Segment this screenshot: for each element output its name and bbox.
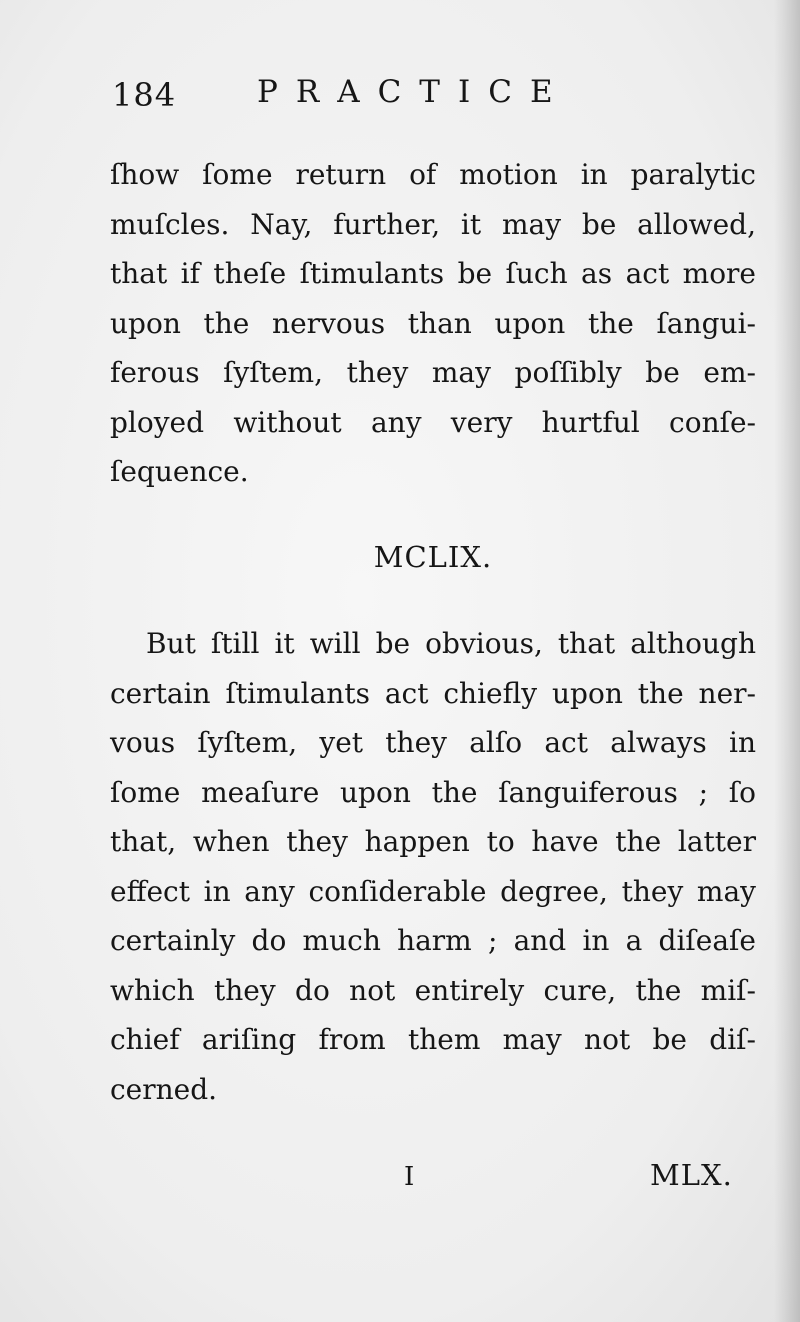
text-line: effect in any conſiderable degree, they may — [110, 874, 756, 908]
text-line: muſcles. Nay, further, it may be allowed, — [110, 207, 756, 241]
paragraph-2 — [110, 619, 756, 1114]
text-line: cerned. — [110, 1072, 218, 1106]
page-header-title: PRACTICE — [257, 74, 571, 110]
text-line: that if theſe ſtimulants be ſuch as act more — [110, 257, 756, 290]
paragraph-1 — [110, 150, 756, 497]
text-line: ſhow ſome return of motion in paralytic — [110, 158, 756, 191]
text-line: ployed without any very hurtful conſe- — [110, 405, 756, 439]
page-number: 184 — [112, 76, 177, 114]
section-heading: MCLIX. — [373, 540, 493, 574]
catchword: MLX. — [650, 1158, 733, 1192]
page-gutter-shadow — [774, 0, 800, 1322]
text-line: ſequence. — [110, 455, 249, 488]
text-line: vous ſyſtem, yet they alſo act always in — [110, 726, 756, 759]
text-line: upon the nervous than upon the ſangui- — [110, 306, 756, 340]
text-line: chief ariſing from them may not be diſ- — [110, 1023, 756, 1056]
signature-mark: I — [404, 1162, 415, 1192]
text-line: ſome meaſure upon the ſanguiferous ; ſo — [110, 775, 756, 809]
text-line: certainly do much harm ; and in a diſeaſe — [110, 924, 756, 957]
text-line: certain ſtimulants act chiefly upon the ner- — [110, 676, 756, 710]
text-line: ferous ſyſtem, they may poſſibly be em- — [110, 356, 756, 389]
text-line: that, when they happen to have the latter — [110, 825, 756, 858]
text-line: But ſtill it will be obvious, that although — [146, 627, 756, 660]
running-head — [112, 72, 632, 122]
text-line: which they do not entirely cure, the miſ- — [110, 973, 756, 1007]
